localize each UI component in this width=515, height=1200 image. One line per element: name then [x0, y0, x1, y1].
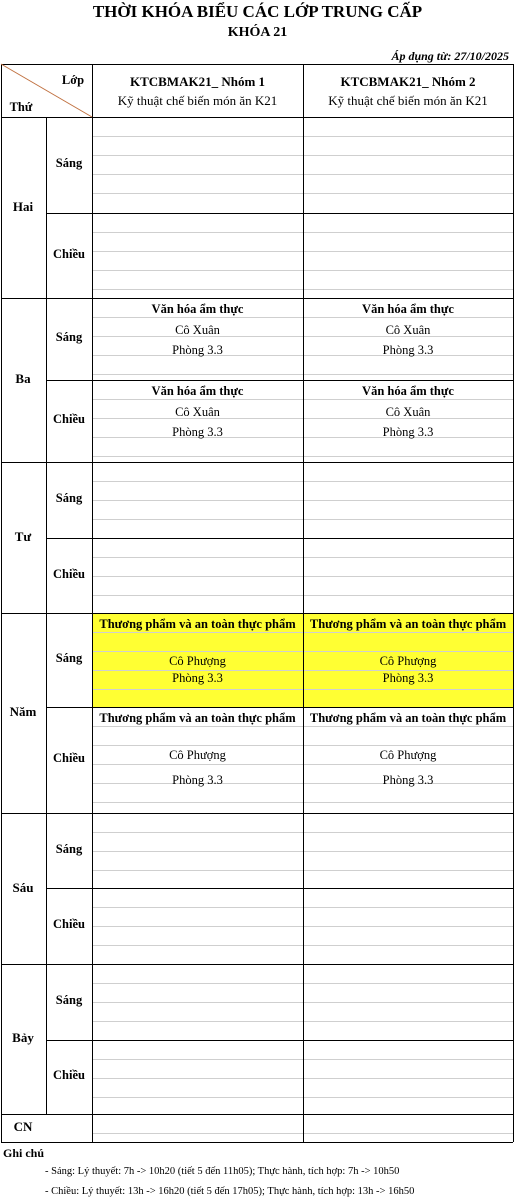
subject-text: Văn hóa ẩm thực: [151, 302, 244, 316]
session-label: Sáng: [55, 491, 83, 505]
session-label: Sáng: [55, 330, 83, 344]
room-text: Phòng 3.3: [382, 773, 434, 787]
teacher-text: Cô Phượng: [379, 748, 437, 762]
session-divider: [46, 888, 513, 889]
session-label: Sáng: [55, 993, 83, 1007]
room-text: Phòng 3.3: [172, 425, 223, 439]
day-label: CN: [13, 1119, 33, 1134]
subject-text: Thương phẩm và an toàn thực phẩm: [309, 711, 507, 725]
session-divider: [46, 707, 513, 708]
class-code-header: KTCBMAK21_ Nhóm 2: [340, 74, 476, 89]
session-label: Chiều: [53, 917, 85, 931]
column-divider: [303, 64, 304, 1142]
subject-text: Thương phẩm và an toàn thực phẩm: [309, 617, 507, 631]
table-left-border: [1, 64, 2, 1142]
room-text: Phòng 3.3: [382, 425, 434, 439]
notes-title: Ghi chú: [3, 1146, 45, 1160]
subject-text: Văn hóa ẩm thực: [362, 302, 454, 316]
subject-text: Thương phẩm và an toàn thực phẩm: [99, 617, 296, 631]
corner-class-label: Lớp: [61, 73, 85, 87]
note-morning: - Sáng: Lý thuyết: 7h -> 10h20 (tiết 5 đến 11h05); Thực hành, tích hợp: 7h -> 10h50: [45, 1166, 400, 1177]
column-divider: [92, 64, 93, 1142]
day-divider: [1, 1142, 513, 1143]
teacher-text: Cô Xuân: [385, 323, 431, 337]
session-label: Sáng: [55, 841, 83, 856]
day-label: Hai: [12, 198, 34, 214]
class-name-header: Kỹ thuật chế biến món ăn K21: [328, 93, 488, 108]
teacher-text: Cô Xuân: [385, 405, 431, 419]
corner-day-label: Thứ: [9, 100, 33, 114]
session-divider: [46, 380, 513, 381]
page-title: THỜI KHÓA BIỂU CÁC LỚP TRUNG CẤP: [92, 2, 423, 21]
day-divider: [1, 613, 513, 614]
teacher-text: Cô Phượng: [169, 748, 226, 762]
session-label: Sáng: [55, 651, 83, 665]
room-text: Phòng 3.3: [172, 343, 223, 357]
subject-text: Văn hóa ẩm thực: [151, 384, 244, 398]
session-divider: [46, 538, 513, 539]
day-label: Ba: [15, 371, 31, 386]
session-label: Chiều: [53, 751, 85, 765]
day-label: Bảy: [12, 1030, 34, 1045]
room-text: Phòng 3.3: [172, 773, 223, 787]
subject-text: Thương phẩm và an toàn thực phẩm: [99, 711, 296, 725]
table-right-border: [513, 64, 514, 1142]
day-label: Sáu: [12, 879, 34, 895]
header-bottom-border: [1, 117, 513, 118]
room-text: Phòng 3.3: [172, 671, 223, 685]
day-divider: [1, 298, 513, 299]
room-text: Phòng 3.3: [382, 343, 434, 357]
session-label: Chiều: [53, 412, 85, 426]
teacher-text: Cô Xuân: [175, 323, 220, 337]
session-divider: [46, 1040, 513, 1041]
teacher-text: Cô Xuân: [175, 405, 220, 419]
day-divider: [1, 1114, 513, 1115]
note-afternoon: - Chiều: Lý thuyết: 13h -> 16h20 (tiết 5 đến 17h05); Thực hành, tích hợp: 13h -> 16h50: [45, 1186, 415, 1197]
teacher-text: Cô Phượng: [379, 654, 437, 668]
room-text: Phòng 3.3: [382, 671, 434, 685]
class-code-header: KTCBMAK21_ Nhóm 1: [129, 74, 266, 89]
session-label: Sáng: [55, 156, 83, 170]
day-divider: [1, 813, 513, 814]
session-label: Chiều: [53, 246, 85, 261]
day-divider: [1, 462, 513, 463]
subject-text: Văn hóa ẩm thực: [362, 384, 454, 398]
session-divider: [46, 213, 513, 214]
day-label: Năm: [9, 704, 37, 719]
teacher-text: Cô Phượng: [169, 654, 226, 668]
day-divider: [1, 964, 513, 965]
day-label: Tư: [14, 528, 32, 544]
class-name-header: Kỹ thuật chế biến món ăn K21: [117, 93, 278, 108]
session-label: Chiều: [53, 566, 85, 581]
applied-date: Áp dụng từ: 27/10/2025: [391, 49, 509, 63]
session-label: Chiều: [53, 1068, 85, 1082]
page-subtitle: KHÓA 21: [227, 25, 288, 40]
